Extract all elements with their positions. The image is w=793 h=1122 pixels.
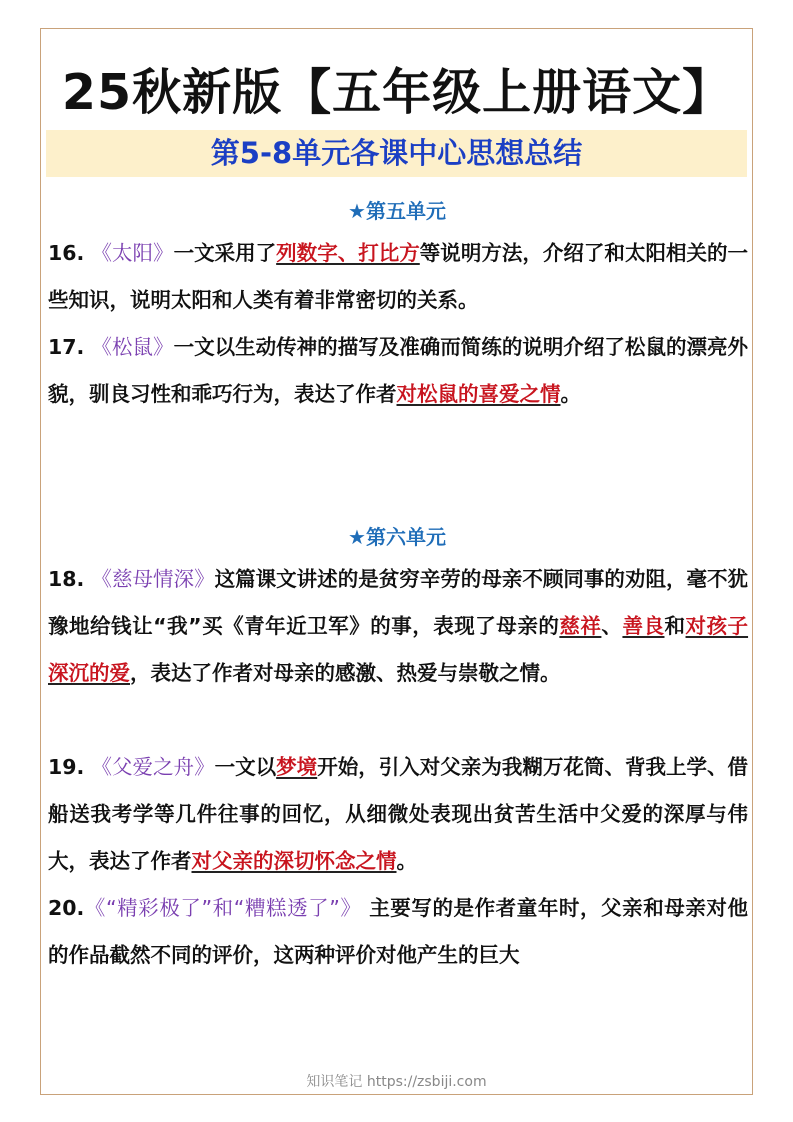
paragraph-18: [48, 556, 748, 697]
body-text: 主要写的是作者童年时，父亲和母亲对他的作品截然不同的评价，这两种评价对他产生的巨大: [48, 896, 748, 967]
lesson-title: 《慈母情深》: [91, 567, 215, 591]
lesson-title: 《太阳》: [91, 241, 174, 265]
footer-watermark: 知识笔记 https://zsbiji.com: [306, 1074, 487, 1090]
paragraph-17: [48, 324, 748, 418]
key-phrase: 对松鼠的喜爱之情: [396, 382, 561, 406]
body-text: 。: [396, 849, 417, 873]
key-phrase: 梦境: [276, 755, 318, 779]
body-text: 19.: [48, 755, 92, 779]
lesson-title: 《松鼠》: [91, 335, 174, 359]
body-text: 一文采用了: [173, 241, 277, 265]
section-heading-unit-6: ★第六单元: [348, 525, 446, 549]
body-text: ，表达了作者对母亲的感激、热爱与崇敬之情。: [130, 661, 561, 685]
paragraph-20: [48, 885, 748, 979]
page-subtitle: 第5-8单元各课中心思想总结: [46, 130, 747, 177]
body-text: 等说明方法，介绍了和太阳相关的一些知识，说明太阳和人类有着非常密切的关系。: [48, 241, 749, 312]
section-heading-unit-5: ★第五单元: [348, 199, 446, 223]
body-text: 和: [664, 614, 686, 638]
page-title: 25秋新版【五年级上册语文】: [61, 64, 733, 121]
lesson-title: 《父爱之舟》: [91, 755, 215, 779]
key-phrase: 列数字、打比方: [276, 241, 420, 265]
body-text: 17.: [48, 335, 92, 359]
body-text: 。: [560, 382, 581, 406]
body-text: 开始，引入对父亲为我糊万花筒、背我上学、借船送我考学等几件往事的回忆，从细微处表现出贫苦生活中父爱的深厚与伟大，表达了作者: [48, 755, 749, 873]
lesson-title: 《“精彩极了”和“糟糕透了”》: [84, 896, 362, 920]
body-text: 一文以: [214, 755, 277, 779]
body-text: 16.: [48, 241, 92, 265]
key-phrase: 慈祥: [559, 614, 602, 638]
body-text: 18.: [48, 567, 92, 591]
body-text: 一文以生动传神的描写及准确而简练的说明介绍了松鼠的漂亮外貌，驯良习性和乖巧行为，表达了作者: [48, 335, 749, 406]
body-text: 、: [601, 614, 623, 638]
paragraph-16: [48, 230, 748, 324]
key-phrase: 善良: [622, 614, 665, 638]
paragraph-19: [48, 744, 748, 885]
key-phrase: 对孩子深沉的爱: [48, 614, 749, 685]
body-text: 这篇课文讲述的是贫穷辛劳的母亲不顾同事的劝阻，毫不犹豫地给钱让“我”买《青年近卫军》的事，表现了母亲的: [48, 567, 749, 638]
body-text: 20.: [48, 896, 85, 920]
key-phrase: 对父亲的深切怀念之情: [191, 849, 397, 873]
